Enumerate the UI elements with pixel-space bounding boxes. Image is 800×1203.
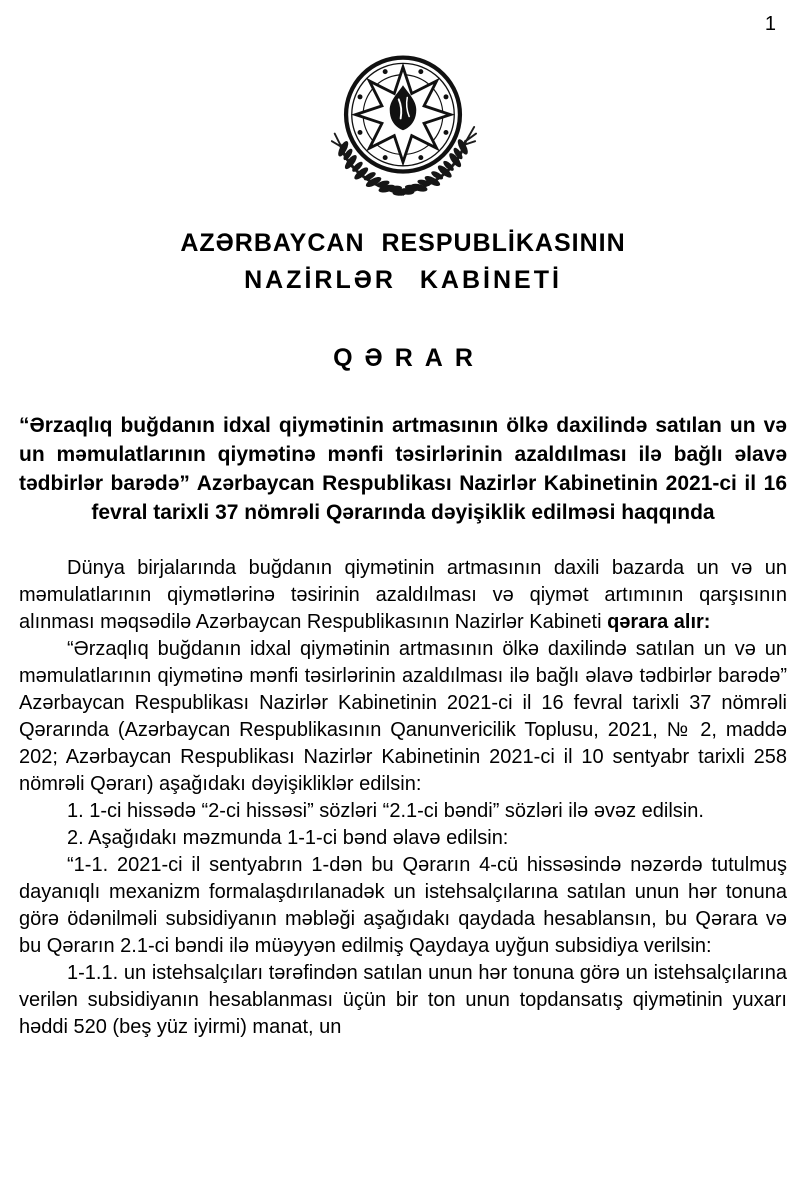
body-paragraph-intro — [19, 555, 787, 636]
decree-subject-heading: “Ərzaqlıq buğdanın idxal qiymətinin artmasının ölkə daxilində satılan un və un məmulatlarının qiymətinə mənfi təsirlərinin azaldılması ilə bağlı əlavə tədbirlər barədə” Azərbaycan Respublikası Nazirlər Kabinetinin 2021-ci il 16 fevral tarixli 37 nömrəli Qərarında dəyişiklik edilməsi haqqında — [19, 414, 787, 524]
body-paragraph-amended-decree: “Ərzaqlıq buğdanın idxal qiymətinin artmasının ölkə daxilində satılan un və un məmulatlarının qiymətinə mənfi təsirlərinin azaldılması ilə bağlı əlavə tədbirlər barədə” Azərbaycan Respublikası Nazirlər Kabinetinin 2021-ci il 16 fevral tarixli 37 nömrəli Qərarında (Azərbaycan Respublikasının Qanunvericilik Toplusu, 2021, № 2, maddə 202; Azərbaycan Respublikası Nazirlər Kabinetinin 2021-ci il 10 sentyabr tarixli 258 nömrəli Qərarı) aşağıdakı dəyişikliklər edilsin: — [19, 638, 787, 795]
org-name-line1: AZƏRBAYCAN RESPUBLİKASININ — [180, 229, 626, 257]
decree-body — [19, 555, 787, 1041]
body-paragraph-item-2: 2. Aşağıdakı məzmunda 1-1-ci bənd əlavə edilsin: — [67, 827, 509, 849]
page-number: 1 — [764, 13, 776, 35]
org-name-line2: NAZİRLƏR KABİNETİ — [244, 266, 562, 294]
intro-resolution-phrase: qərara alır: — [607, 611, 711, 633]
body-paragraph-item-1: 1. 1-ci hissədə “2-ci hissəsi” sözləri “2.1-ci bəndi” sözləri ilə əvəz edilsin. — [67, 800, 704, 822]
intro-text: Dünya birjalarında buğdanın qiymətinin artmasının daxili bazarda un və un məmulatlarının qiymətlərinə təsirinin azaldılması və qiymət artımının qarşısının alınması məqsədilə Azərbaycan Respublikasının Nazirlər Kabineti — [19, 557, 787, 633]
body-paragraph-clause-1-1-1: 1-1.1. un istehsalçıları tərəfindən satılan unun hər tonuna görə un istehsalçılarına verilən subsidiyanın hesablanması üçün bir ton unun topdansatış qiymətinin yuxarı həddi 520 (beş yüz iyirmi) manat, un — [19, 962, 787, 1038]
azerbaijan-state-emblem-icon — [327, 33, 479, 200]
org-name — [19, 225, 787, 298]
doc-type-title: QƏRAR — [333, 344, 485, 372]
body-paragraph-clause-1-1: “1-1. 2021-ci il sentyabrın 1-dən bu Qərarın 4-cü hissəsində nəzərdə tutulmuş dayanıqlı mexanizm formalaşdırılanadək un istehsalçılarına satılan unun hər tonuna görə ödənilməli subsidiyanın məbləği aşağıdakı qaydada hesablansın, bu Qərara və bu Qərarın 2.1-ci bəndi ilə müəyyən edilmiş Qaydaya uyğun subsidiya verilsin: — [19, 854, 787, 957]
